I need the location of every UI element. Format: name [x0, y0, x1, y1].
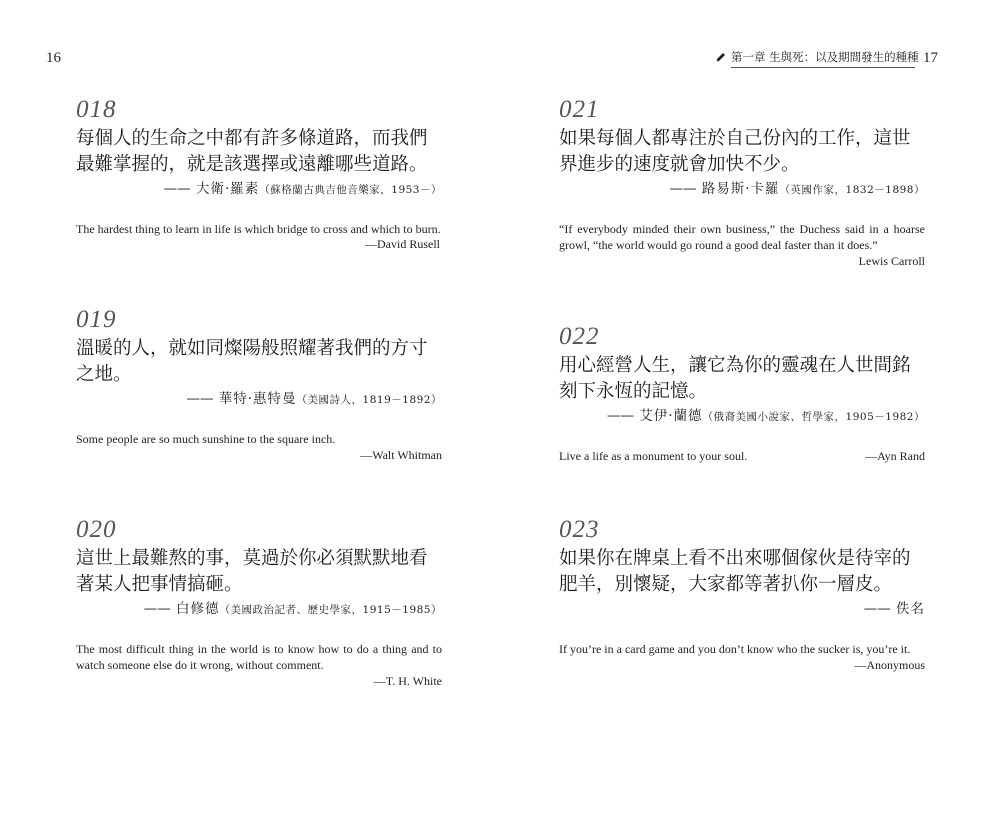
quote-entry [559, 323, 925, 464]
chinese-quote: 如果你在牌桌上看不出來哪個傢伙是待宰的肥羊，別懷疑，大家都等著扒你一層皮。 [559, 548, 911, 595]
entry-number: 021 [559, 96, 600, 123]
chinese-quote: 如果每個人都專注於自己份內的工作，這世界進步的速度就會加快不少。 [559, 128, 911, 175]
running-header [715, 49, 919, 65]
chinese-quote: 每個人的生命之中都有許多條道路，而我們最難掌握的，就是該選擇或遠離哪些道路。 [76, 128, 428, 175]
running-title: 第一章 生與死：以及期間發生的種種 [731, 50, 919, 64]
quote-entry [76, 516, 442, 689]
english-quote: Live a life as a monument to your soul. [559, 449, 748, 463]
entry-number: 022 [559, 323, 600, 350]
quote-entry [559, 516, 925, 673]
entry-number: 018 [76, 96, 117, 123]
right-page-number: 17 [923, 50, 938, 66]
english-author: Lewis Carroll [858, 254, 925, 268]
quote-entry [76, 96, 442, 237]
chinese-attribution: —— 大衛·羅素（蘇格蘭古典吉他音樂家，1953－） [163, 181, 442, 197]
english-author: —Ayn Rand [865, 449, 925, 463]
chinese-attribution: —— 佚名 [863, 601, 925, 617]
entry-number: 019 [76, 306, 117, 333]
english-author: —T. H. White [373, 674, 442, 688]
chinese-attribution: —— 艾伊·蘭德（俄裔美國小說家、哲學家，1905－1982） [606, 408, 925, 424]
english-quote: The most difficult thing in the world is to know how to do a thing and to watch someone else do it wrong, without comment. [76, 642, 442, 672]
english-quote: “If everybody minded their own business,” the Duchess said in a hoarse growl, “the world would go round a good deal faster than it does.” [559, 222, 925, 252]
chinese-quote: 溫暖的人，就如同燦陽般照耀著我們的方寸之地。 [76, 338, 428, 385]
entry-number: 023 [559, 516, 600, 543]
english-quote: The hardest thing to learn in life is which bridge to cross and which to burn. [76, 222, 441, 236]
english-author: —Walt Whitman [360, 448, 442, 462]
english-author: —Anonymous [854, 658, 925, 672]
chinese-quote: 用心經營人生，讓它為你的靈魂在人世間銘刻下永恆的記憶。 [559, 355, 911, 402]
chinese-attribution: —— 白修德（美國政治記者、歷史學家，1915－1985） [143, 601, 442, 617]
header-rule [731, 67, 915, 68]
left-page-number: 16 [46, 50, 61, 66]
english-author: —David Rusell [365, 237, 440, 251]
chinese-quote: 這世上最難熬的事，莫過於你必須默默地看著某人把事情搞砸。 [76, 548, 428, 595]
entry-number: 020 [76, 516, 117, 543]
chinese-attribution: —— 路易斯·卡羅（英國作家，1832－1898） [669, 181, 925, 197]
quote-entry [76, 306, 442, 463]
english-quote: Some people are so much sunshine to the square inch. [76, 432, 336, 446]
pen-icon [715, 52, 726, 63]
english-quote-row [559, 448, 925, 464]
chinese-attribution: —— 華特·惠特曼（美國詩人，1819－1892） [186, 391, 442, 407]
english-quote: If you’re in a card game and you don’t know who the sucker is, you’re it. [559, 642, 911, 656]
quote-entry [559, 96, 925, 269]
